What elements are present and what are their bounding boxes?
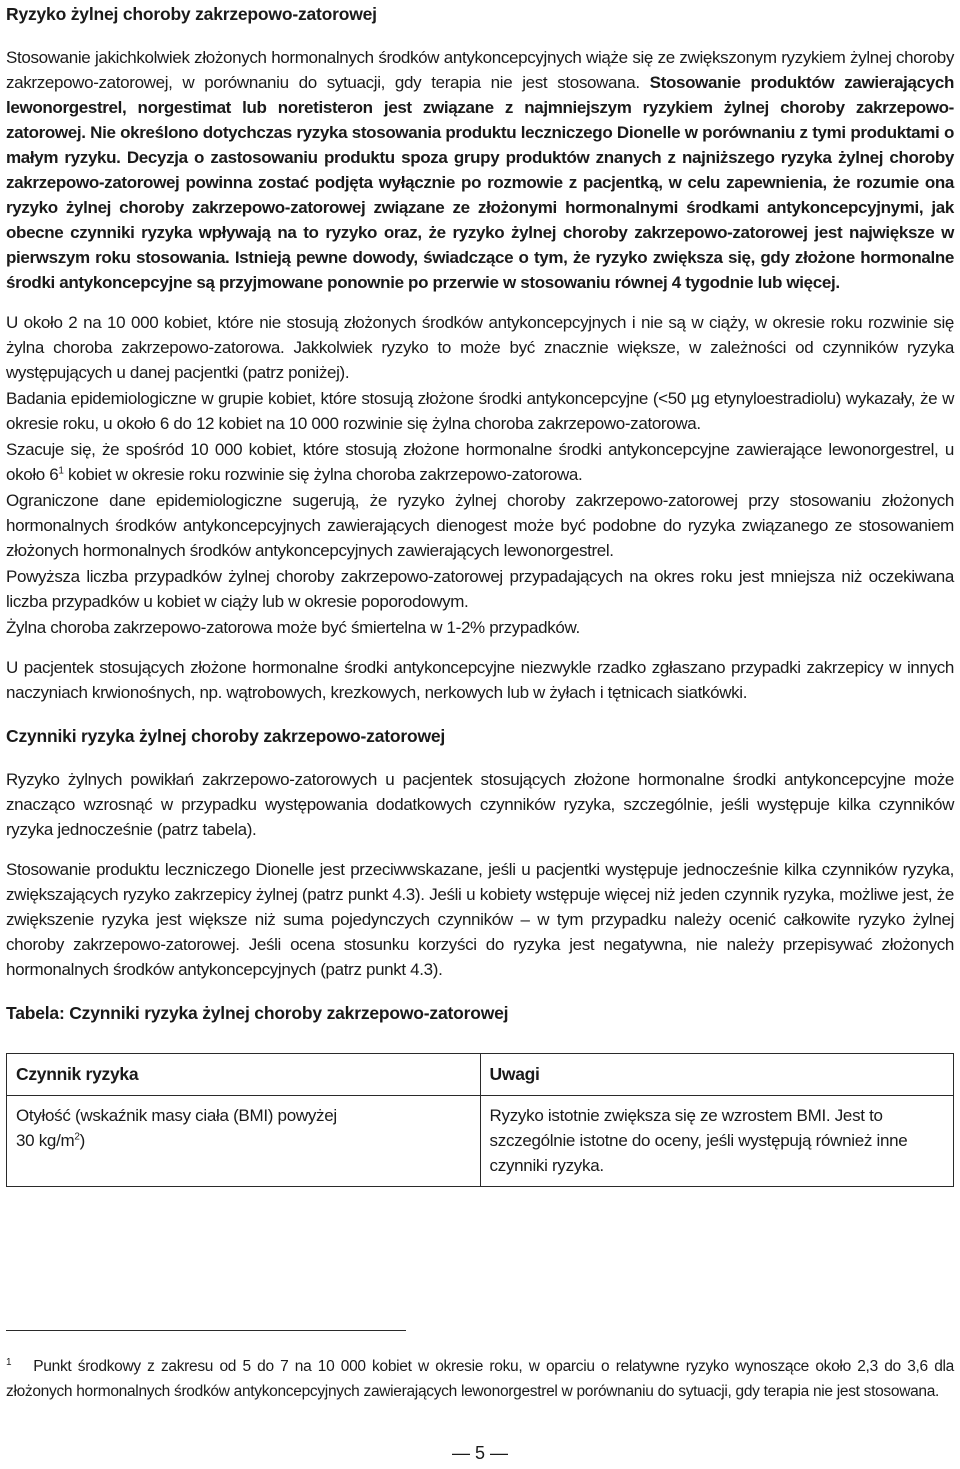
footnote bbox=[6, 1354, 954, 1404]
table-caption: Tabela: Czynniki ryzyka żylnej choroby zakrzepowo-zatorowej bbox=[6, 1003, 509, 1023]
table-header-row bbox=[7, 1054, 954, 1096]
table-header-factor: Czynnik ryzyka bbox=[7, 1054, 481, 1096]
footnote-divider bbox=[6, 1330, 406, 1331]
paragraph-pregnancy-comparison: Powyższa liczba przypadków żylnej choroby zakrzepowo-zatorowej przypadających na okres roku jest mniejsza niż oczekiwana liczba przypadków u kobiet w ciąży lub w okresie poporodowym. bbox=[6, 567, 954, 611]
table-cell-notes: Ryzyko istotnie zwiększa się ze wzrostem BMI. Jest to szczególnie istotne do oceny, jeśli występują również inne czynniki ryzyka. bbox=[480, 1096, 953, 1187]
footnote-ref: 1 bbox=[58, 465, 64, 477]
paragraph-contraindication: Stosowanie produktu leczniczego Dionelle jest przeciwwskazane, jeśli u pacjentki występuje jednocześnie kilka czynników ryzyka, zwiększających ryzyko zakrzepicy żylnej (patrz punkt 4.3). Jeśli u kobiety wstępuje więcej niż jeden czynnik ryzyka, możliwe jest, że zwiększenie ryzyka jest większe niż suma pojedynczych czynników – w tym przypadku należy ocenić całkowite ryzyko żylnej choroby zakrzepowo-zatorowej. Jeśli ocena stosunku korzyści do ryzyka jest negatywna, nie należy przepisywać złożonych hormonalnych środków antykoncepcyjnych (patrz punkt 4.3). bbox=[6, 860, 954, 979]
page-number: — 5 — bbox=[451, 1443, 508, 1463]
table-row bbox=[7, 1096, 954, 1187]
footnote-text: Punkt środkowy z zakresu od 5 do 7 na 10 000 kobiet w okresie roku, w oparciu o relatywne ryzyko wynoszące około 2,3 do 3,6 dla złożonych hormonalnych środków antykoncepcyjnych zawierających lewonorgestrel w porównaniu do sytuacji, gdy terapia nie jest stosowana. bbox=[6, 1358, 954, 1400]
paragraph-cocs-risk-normal: Stosowanie jakichkolwiek złożonych hormonalnych środków antykoncepcyjnych wiąże się ze zwiększonym ryzykiem żylnej choroby zakrzepowo-zatorowej, w porównaniu do sytuacji, gdy terapia nie jest stosowana. bbox=[6, 48, 954, 92]
document-page bbox=[6, 0, 954, 1187]
table-header-notes: Uwagi bbox=[480, 1054, 953, 1096]
table-cell-factor: Otyłość (wskaźnik masy ciała (BMI) powyżej 30 $kg/m^2$) bbox=[7, 1096, 481, 1187]
paragraph-baseline-incidence: U około 2 na 10 000 kobiet, które nie stosują złożonych środków antykoncepcyjnych i nie są w ciąży, w okresie roku rozwinie się żylna choroba zakrzepowo-zatorowa. Jakkolwiek ryzyko to może być znacznie większe, w zależności od czynników ryzyka występujących u danej pacjentki (patrz poniżej). bbox=[6, 313, 954, 382]
paragraph-additional-risk-factors: Ryzyko żylnych powikłań zakrzepowo-zatorowych u pacjentek stosujących złożone hormonalne środki antykoncepcyjne może znacząco wzrosnąć w przypadku występowania dodatkowych czynników ryzyka, szczególnie, jeśli występuje kilka czynników ryzyka jednocześnie (patrz tabela). bbox=[6, 770, 954, 839]
risk-factors-table bbox=[6, 1053, 954, 1187]
footnote-mark: 1 bbox=[6, 1356, 12, 1368]
section-title-vte-risk: Ryzyko żylnej choroby zakrzepowo-zatorowej bbox=[6, 4, 377, 24]
paragraph-dienogest: Ograniczone dane epidemiologiczne sugerują, że ryzyko żylnej choroby zakrzepowo-zatorowej przy stosowaniu złożonych hormonalnych środków antykoncepcyjnych zawierających dienogest może być podobne do ryzyka związanego ze stosowaniem złożonych hormonalnych środków antykoncepcyjnych zawierających lewonorgestrel. bbox=[6, 491, 954, 560]
paragraph-cocs-risk-bold: Stosowanie produktów zawierających lewonorgestrel, norgestimat lub noretisteron jest związane z najmniejszym ryzykiem żylnej choroby zakrzepowo-zatorowej. Nie określono dotychczas ryzyka stosowania produktu leczniczego Dionelle w porównaniu z tymi produktami o małym ryzyku. Decyzja o zastosowaniu produktu spoza grupy produktów znanych z najniższego ryzyka żylnej choroby zakrzepowo-zatorowej powinna zostać podjęta wyłącznie po rozmowie z pacjentką, w celu zapewnienia, że rozumie ona ryzyko żylnej choroby zakrzepowo-zatorowej związane ze złożonymi hormonalnymi środkami antykoncepcyjnymi, jak obecne czynniki ryzyka wpływają na to ryzyko oraz, że ryzyko żylnej choroby zakrzepowo-zatorowej jest największe w pierwszym roku stosowania. Istnieją pewne dowody, świadczące o tym, że ryzyko zwiększa się, gdy złożone hormonalne środki antykoncepcyjne są przyjmowane ponownie po przerwie w stosowaniu równej 4 tygodnie lub więcej. bbox=[6, 73, 955, 292]
paragraph-cocs-risk bbox=[6, 45, 954, 295]
paragraph-levonorgestrel-estimate: Szacuje się, że spośród 10 000 kobiet, które stosują złożone hormonalne środki antykoncepcyjne zawierające lewonorgestrel, u około $6^1$ kobiet w okresie roku rozwinie się żylna choroba zakrzepowo-zatorowa. bbox=[6, 440, 954, 484]
section-title-risk-factors: Czynniki ryzyka żylnej choroby zakrzepowo-zatorowej bbox=[6, 726, 446, 746]
paragraph-epidemiology: Badania epidemiologiczne w grupie kobiet, które stosują złożone środki antykoncepcyjne (<50 µg etynyloestradiolu) wykazały, że w okresie roku, u około 6 do 12 kobiet na 10 000 rozwinie się żylna choroba zakrzepowo-zatorowa. bbox=[6, 389, 954, 433]
paragraph-other-thrombosis: U pacjentek stosujących złożone hormonalne środki antykoncepcyjne niezwykle rzadko zgłaszano przypadki zakrzepicy w innych naczyniach krwionośnych, np. wątrobowych, krezkowych, nerkowych lub w żyłach i tętnicach siatkówki. bbox=[6, 658, 954, 702]
paragraph-mortality: Żylna choroba zakrzepowo-zatorowa może być śmiertelna w 1-2% przypadków. bbox=[6, 618, 580, 637]
